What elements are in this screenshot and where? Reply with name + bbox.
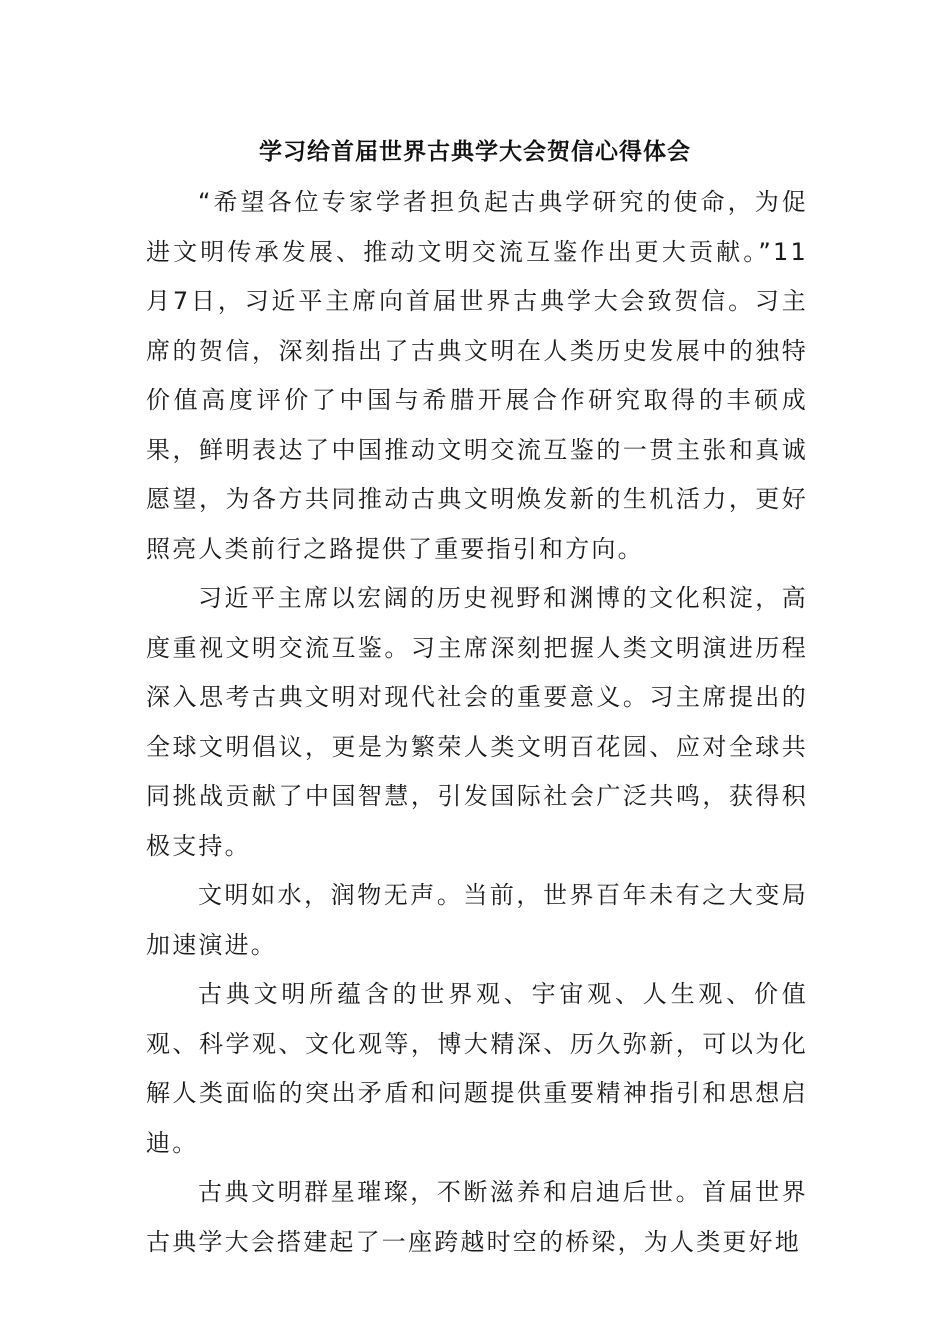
document-title: 学习给首届世界古典学大会贺信心得体会 xyxy=(259,138,691,165)
paragraph-4: 古典文明所蕴含的世界观、宇宙观、人生观、价值观、科学观、文化观等，博大精深、历久弥新，可以为化解人类面临的突出矛盾和问题提供重要精神指引和思想启迪。 xyxy=(146,980,808,1157)
paragraph-3: 文明如水，润物无声。当前，世界百年未有之大变局加速演进。 xyxy=(146,881,808,959)
paragraph-1: “希望各位专家学者担负起古典学研究的使命，为促进文明传承发展、推动文明交流互鉴作出更大贡献。”11月7日，习近平主席向首届世界古典学大会致贺信。习主席的贺信，深刻指出了古典文明在人类历史发展中的独特价值高度评价了中国与希腊开展合作研究取得的丰硕成果，鲜明表达了中国推动文明交流互鉴的一贯主张和真诚愿望，为各方共同推动古典文明焕发新的生机活力，更好照亮人类前行之路提供了重要指引和方向。 xyxy=(146,188,808,563)
paragraph-5: 古典文明群星璀璨，不断滋养和启迪后世。首届世界古典学大会搭建起了一座跨越时空的桥梁，为人类更好地 xyxy=(146,1178,808,1256)
document-body xyxy=(146,178,808,1267)
paragraph-2: 习近平主席以宏阔的历史视野和渊博的文化积淀，高度重视文明交流互鉴。习主席深刻把握人类文明演进历程深入思考古典文明对现代社会的重要意义。习主席提出的全球文明倡议，更是为繁荣人类文明百花园、应对全球共同挑战贡献了中国智慧，引发国际社会广泛共鸣，获得积极支持。 xyxy=(146,584,808,860)
